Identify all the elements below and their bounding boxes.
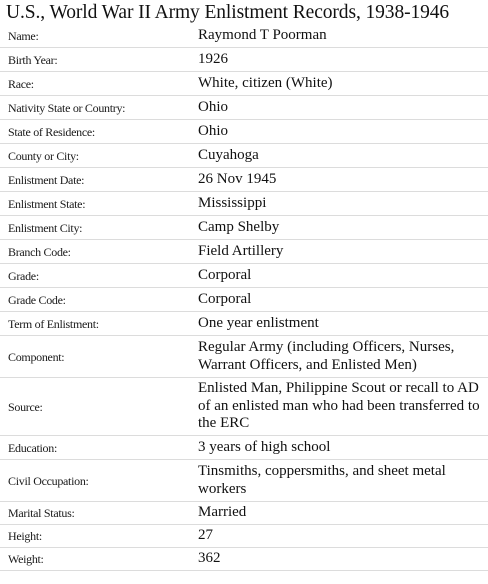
field-label-grade: Grade: [8,268,39,283]
field-label-county: County or City: [8,148,79,163]
record-row-height [0,525,488,548]
record-row-birth-year [0,48,488,72]
field-label-birth-year: Birth Year: [8,52,58,67]
field-label-nativity: Nativity State or Country: [8,100,126,115]
record-row-name [0,24,488,48]
field-label-weight: Weight: [8,552,44,566]
record-row-enlistment-city [0,216,488,240]
field-label-name: Name: [8,28,39,43]
field-value-grade: Corporal [198,266,252,283]
record-row-county [0,144,488,168]
field-value-enlistment-state: Mississippi [198,194,267,211]
field-label-state-of-residence: State of Residence: [8,124,95,139]
field-label-enlistment-city: Enlistment City: [8,220,83,235]
field-label-education: Education: [8,440,57,455]
field-label-enlistment-state: Enlistment State: [8,196,86,211]
field-value-enlistment-date: 26 Nov 1945 [198,170,277,187]
field-value-county: Cuyahoga [198,146,259,163]
field-label-branch-code: Branch Code: [8,244,71,259]
record-table [0,24,488,571]
record-title: U.S., World War II Army Enlistment Records, 1938-1946 [6,2,450,23]
record-row-grade [0,264,488,288]
field-value-grade-code: Corporal [198,290,252,307]
record-row-source [0,378,488,436]
field-value-weight: 362 [198,550,221,567]
record-row-civil-occupation [0,460,488,502]
record-row-term-of-enlistment [0,312,488,336]
record-row-enlistment-date [0,168,488,192]
field-label-race: Race: [8,76,34,91]
field-value-component: Regular Army (including Officers, Nurses, Warrant Officers, and Enlisted Men) [198,339,455,373]
field-value-source: Enlisted Man, Philippine Scout or recall to AD of an enlisted man who had been transferred to the ERC [198,380,480,432]
record-row-enlistment-state [0,192,488,216]
record-row-grade-code [0,288,488,312]
field-label-height: Height: [8,529,42,543]
field-value-state-of-residence: Ohio [198,122,228,139]
field-value-enlistment-city: Camp Shelby [198,218,280,235]
record-row-component [0,336,488,378]
field-value-nativity: Ohio [198,98,228,115]
field-value-civil-occupation: Tinsmiths, coppersmiths, and sheet metal workers [198,463,446,497]
field-label-enlistment-date: Enlistment Date: [8,172,85,187]
field-value-height: 27 [198,527,213,544]
field-label-source: Source: [8,399,43,414]
field-label-component: Component: [8,349,65,364]
record-row-race [0,72,488,96]
record-row-nativity [0,96,488,120]
field-value-name: Raymond T Poorman [198,26,327,43]
field-label-grade-code: Grade Code: [8,292,66,307]
field-value-marital-status: Married [198,504,247,521]
record-row-branch-code [0,240,488,264]
field-label-marital-status: Marital Status: [8,506,75,520]
record-row-education [0,436,488,460]
record-row-state-of-residence [0,120,488,144]
field-label-term-of-enlistment: Term of Enlistment: [8,316,99,331]
field-value-race: White, citizen (White) [198,74,333,91]
field-value-birth-year: 1926 [198,50,228,67]
record-row-weight [0,548,488,571]
field-value-term-of-enlistment: One year enlistment [198,314,319,331]
field-label-civil-occupation: Civil Occupation: [8,473,89,488]
field-value-branch-code: Field Artillery [198,242,284,259]
field-value-education: 3 years of high school [198,438,331,455]
record-row-marital-status [0,502,488,525]
